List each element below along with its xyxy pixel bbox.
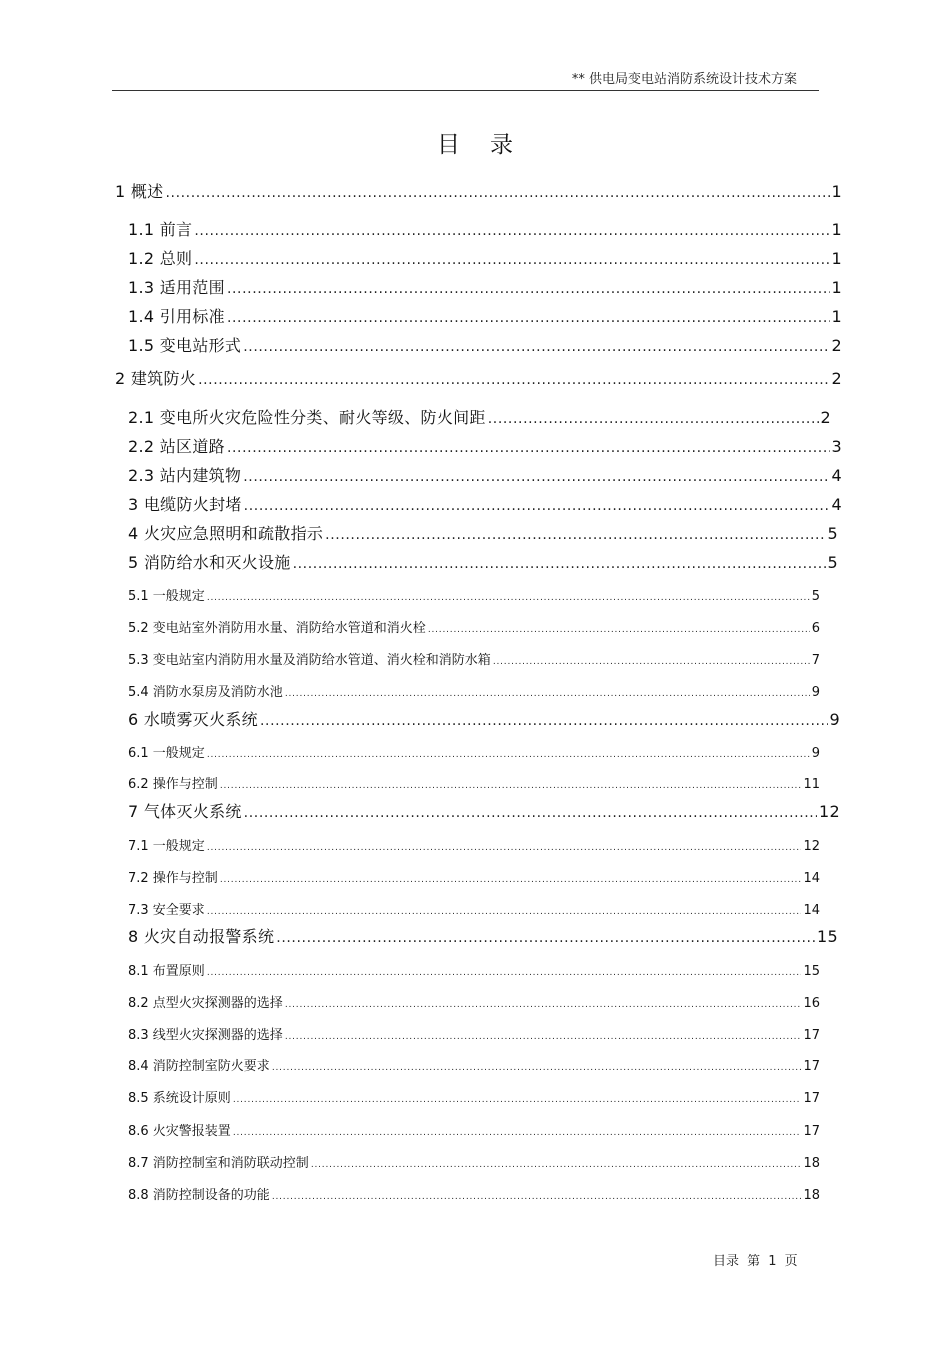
toc-dot-leader xyxy=(325,527,825,543)
toc-entry-page: 1 xyxy=(831,220,842,239)
toc-entry-page: 17 xyxy=(803,1059,820,1074)
toc-dot-leader xyxy=(285,689,810,699)
toc-dot-leader xyxy=(220,781,802,791)
toc-entry[interactable] xyxy=(128,899,820,918)
toc-entry-page: 17 xyxy=(803,1124,820,1139)
toc-entry-page: 2 xyxy=(831,369,842,388)
toc-entry-page: 11 xyxy=(803,777,820,792)
toc-entry[interactable] xyxy=(128,550,838,573)
toc-dot-leader xyxy=(207,843,802,853)
toc-entry-label: 1.5 变电站形式 xyxy=(128,336,242,355)
toc-entry-page: 17 xyxy=(803,1028,820,1043)
toc-entry[interactable] xyxy=(128,434,842,457)
toc-entry-page: 1 xyxy=(831,307,842,326)
toc-entry[interactable] xyxy=(128,992,820,1011)
toc-entry[interactable] xyxy=(128,835,820,854)
toc-entry[interactable] xyxy=(115,366,842,389)
toc-entry-label: 6.1 一般规定 xyxy=(128,746,205,761)
toc-entry-label: 5 消防给水和灭火设施 xyxy=(128,553,291,572)
toc-entry-page: 2 xyxy=(820,408,831,427)
toc-entry[interactable] xyxy=(128,1024,820,1043)
toc-entry-page: 12 xyxy=(819,802,840,821)
toc-entry[interactable] xyxy=(128,1087,820,1106)
toc-entry[interactable] xyxy=(128,960,820,979)
toc-entry-page: 18 xyxy=(803,1156,820,1171)
toc-entry-label: 2.2 站区道路 xyxy=(128,437,225,456)
toc-dot-leader xyxy=(428,625,810,635)
toc-dot-leader xyxy=(311,1160,802,1170)
toc-dot-leader xyxy=(227,440,830,456)
toc-entry[interactable] xyxy=(128,867,820,886)
toc-entry-label: 5.4 消防水泵房及消防水池 xyxy=(128,685,283,700)
toc-entry[interactable] xyxy=(128,405,831,428)
toc-entry-page: 12 xyxy=(803,839,820,854)
page-footer: 目录 第 1 页 xyxy=(713,1254,798,1269)
toc-dot-leader xyxy=(194,252,829,268)
toc-entry-page: 5 xyxy=(827,524,838,543)
toc-entry-page: 4 xyxy=(831,495,842,514)
toc-dot-leader xyxy=(243,469,829,485)
toc-dot-leader xyxy=(220,875,802,885)
toc-entry-page: 9 xyxy=(811,746,820,761)
header-divider xyxy=(112,90,819,91)
toc-entry-label: 4 火灾应急照明和疏散指示 xyxy=(128,524,324,543)
toc-dot-leader xyxy=(233,1095,802,1105)
toc-entry-label: 1.1 前言 xyxy=(128,220,193,239)
toc-entry-page: 3 xyxy=(831,437,842,456)
toc-entry-label: 2.1 变电所火灾危险性分类、耐火等级、防火间距 xyxy=(128,408,486,427)
toc-entry-page: 1 xyxy=(831,278,842,297)
toc-dot-leader xyxy=(194,223,829,239)
toc-entry[interactable] xyxy=(128,1152,820,1171)
toc-entry-page: 14 xyxy=(803,871,820,886)
toc-entry-page: 4 xyxy=(831,466,842,485)
toc-dot-leader xyxy=(207,750,810,760)
toc-entry-page: 5 xyxy=(811,589,820,604)
toc-dot-leader xyxy=(243,339,829,355)
toc-entry-label: 1 概述 xyxy=(115,182,164,201)
toc-entry[interactable] xyxy=(128,521,838,544)
toc-dot-leader xyxy=(207,593,810,603)
toc-dot-leader xyxy=(244,498,830,514)
toc-entry[interactable] xyxy=(128,742,820,761)
toc-dot-leader xyxy=(165,185,829,201)
toc-entry-label: 8.1 布置原则 xyxy=(128,964,205,979)
toc-entry[interactable] xyxy=(128,246,842,269)
toc-entry-page: 1 xyxy=(831,249,842,268)
toc-entry[interactable] xyxy=(128,799,840,822)
toc-entry[interactable] xyxy=(128,924,838,947)
toc-dot-leader xyxy=(276,930,815,946)
toc-entry-page: 5 xyxy=(827,553,838,572)
toc-entry-label: 5.2 变电站室外消防用水量、消防给水管道和消火栓 xyxy=(128,621,426,636)
toc-entry[interactable] xyxy=(128,1120,820,1139)
toc-entry-page: 1 xyxy=(831,182,842,201)
toc-entry-page: 2 xyxy=(831,336,842,355)
toc-dot-leader xyxy=(285,1032,802,1042)
page-title: 目录 xyxy=(437,132,543,158)
toc-entry[interactable] xyxy=(128,333,842,356)
toc-entry-label: 2 建筑防火 xyxy=(115,369,197,388)
toc-entry-label: 8.8 消防控制设备的功能 xyxy=(128,1188,270,1203)
toc-dot-leader xyxy=(244,805,817,821)
toc-entry-page: 15 xyxy=(817,927,838,946)
toc-entry-label: 7.3 安全要求 xyxy=(128,903,205,918)
toc-entry[interactable] xyxy=(128,304,842,327)
toc-dot-leader xyxy=(272,1063,802,1073)
toc-dot-leader xyxy=(260,713,828,729)
toc-entry-label: 5.1 一般规定 xyxy=(128,589,205,604)
toc-entry-label: 8.6 火灾警报装置 xyxy=(128,1124,231,1139)
toc-entry[interactable] xyxy=(128,617,820,636)
toc-entry-page: 16 xyxy=(803,996,820,1011)
toc-entry-page: 6 xyxy=(811,621,820,636)
toc-entry[interactable] xyxy=(128,707,840,730)
running-header: ** 供电局变电站消防系统设计技术方案 xyxy=(571,72,797,87)
toc-entry-page: 7 xyxy=(811,653,820,668)
toc-entry-page: 9 xyxy=(811,685,820,700)
toc-entry-label: 7.2 操作与控制 xyxy=(128,871,218,886)
toc-entry[interactable] xyxy=(128,1055,820,1074)
toc-entry-label: 7.1 一般规定 xyxy=(128,839,205,854)
toc-entry[interactable] xyxy=(128,217,842,240)
toc-entry-page: 9 xyxy=(829,710,840,729)
toc-entry[interactable] xyxy=(128,773,820,792)
toc-dot-leader xyxy=(207,968,802,978)
toc-dot-leader xyxy=(198,372,829,388)
toc-entry-page: 14 xyxy=(803,903,820,918)
toc-entry-label: 8.3 线型火灾探测器的选择 xyxy=(128,1028,283,1043)
toc-dot-leader xyxy=(207,907,802,917)
toc-entry-label: 8.7 消防控制室和消防联动控制 xyxy=(128,1156,309,1171)
toc-entry-label: 6.2 操作与控制 xyxy=(128,777,218,792)
toc-entry[interactable] xyxy=(128,1184,820,1203)
toc-entry-label: 1.3 适用范围 xyxy=(128,278,225,297)
toc-entry-page: 18 xyxy=(803,1188,820,1203)
toc-entry-page: 17 xyxy=(803,1091,820,1106)
toc-dot-leader xyxy=(233,1128,802,1138)
toc-entry-label: 8 火灾自动报警系统 xyxy=(128,927,275,946)
toc-dot-leader xyxy=(285,1000,802,1010)
toc-entry[interactable] xyxy=(128,649,820,668)
toc-entry-label: 1.4 引用标准 xyxy=(128,307,225,326)
toc-dot-leader xyxy=(227,281,830,297)
toc-entry-label: 1.2 总则 xyxy=(128,249,193,268)
toc-entry[interactable] xyxy=(128,681,820,700)
toc-dot-leader xyxy=(227,310,830,326)
toc-entry-label: 8.5 系统设计原则 xyxy=(128,1091,231,1106)
toc-entry[interactable] xyxy=(115,179,842,202)
toc-entry-label: 2.3 站内建筑物 xyxy=(128,466,242,485)
toc-dot-leader xyxy=(493,657,810,667)
toc-entry[interactable] xyxy=(128,585,820,604)
toc-dot-leader xyxy=(272,1192,802,1202)
toc-entry-label: 6 水喷雾灭火系统 xyxy=(128,710,258,729)
toc-entry[interactable] xyxy=(128,463,842,486)
toc-entry[interactable] xyxy=(128,275,842,298)
toc-entry-label: 8.2 点型火灾探测器的选择 xyxy=(128,996,283,1011)
toc-entry[interactable] xyxy=(128,492,842,515)
toc-entry-page: 15 xyxy=(803,964,820,979)
toc-entry-label: 3 电缆防火封堵 xyxy=(128,495,242,514)
toc-dot-leader xyxy=(488,411,819,427)
toc-entry-label: 8.4 消防控制室防火要求 xyxy=(128,1059,270,1074)
toc-dot-leader xyxy=(293,556,826,572)
toc-entry-label: 5.3 变电站室内消防用水量及消防给水管道、消火栓和消防水箱 xyxy=(128,653,491,668)
toc-entry-label: 7 气体灭火系统 xyxy=(128,802,242,821)
